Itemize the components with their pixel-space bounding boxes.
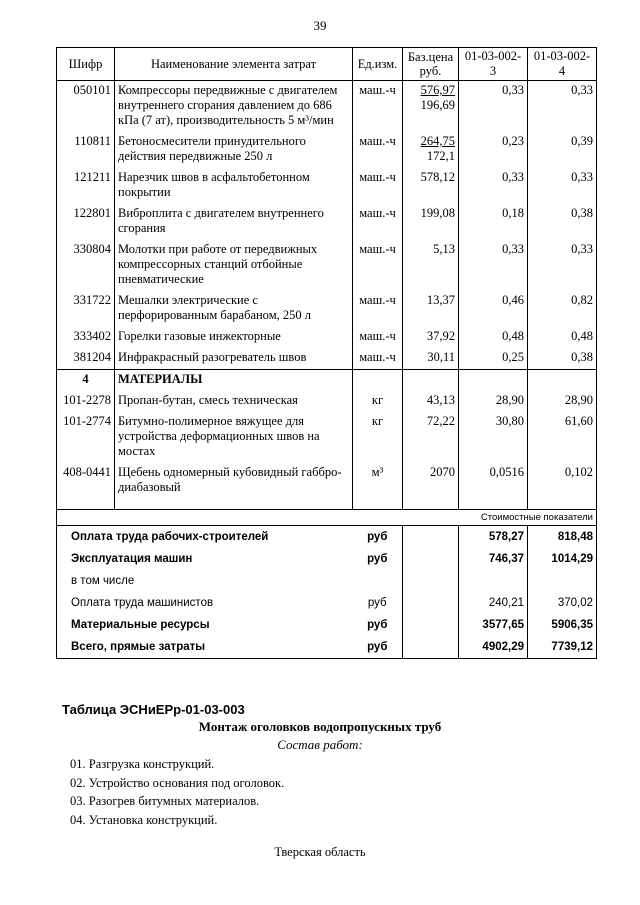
- empty-cell: [403, 614, 459, 636]
- cell-col1: 28,90: [459, 391, 528, 412]
- cell-name: Нарезчик швов в асфальтобетонном покрытии: [115, 168, 353, 204]
- page-number: 39: [313, 18, 327, 33]
- list-item: 02. Устройство основания под оголовок.: [70, 775, 285, 790]
- cell-name: Пропан-бутан, смесь техническая: [115, 391, 353, 412]
- cell-col2: 0,33: [528, 240, 597, 291]
- cell-name: Щебень одномерный кубовидный габбро-диабазовый: [115, 463, 353, 499]
- total-col1: 240,21: [459, 592, 528, 614]
- total-unit: руб: [353, 614, 403, 636]
- cell-col2: 0,33: [528, 81, 597, 133]
- cell-col2: 0,38: [528, 204, 597, 240]
- total-col1: [459, 570, 528, 592]
- cell-col2: 61,60: [528, 412, 597, 463]
- cell-code: 110811: [57, 132, 115, 168]
- total-col1: 4902,29: [459, 636, 528, 659]
- total-col2: [528, 570, 597, 592]
- cell-name: Компрессоры передвижные с двигателем внутреннего сгорания давлением до 686 кПа (7 ат), производительность 5 м³/мин: [115, 81, 353, 133]
- cell-col1: 0,25: [459, 348, 528, 370]
- footer-region: Тверская область: [274, 845, 366, 859]
- total-unit: [353, 570, 403, 592]
- total-row: [57, 526, 597, 549]
- cell-name: Инфракрасный разогреватель швов: [115, 348, 353, 370]
- section-subtitle: Монтаж оголовков водопропускных труб: [198, 719, 442, 734]
- total-col2: 370,02: [528, 592, 597, 614]
- table-row: [57, 204, 597, 240]
- cell-unit: маш.-ч: [353, 348, 403, 370]
- empty-cell: [353, 499, 403, 510]
- cell-code: 408-0441: [57, 463, 115, 499]
- empty-cell: [403, 636, 459, 659]
- price-value: 13,37: [426, 293, 455, 307]
- table-row: [57, 240, 597, 291]
- list-item: 03. Разогрев битумных материалов.: [70, 794, 260, 808]
- table-row: [57, 168, 597, 204]
- cell-name: Бетоносмесители принудительного действия передвижные 250 л: [115, 132, 353, 168]
- cell-code: 331722: [57, 291, 115, 327]
- cost-label-row: [57, 510, 597, 526]
- cell-price: [403, 204, 459, 240]
- spacer-row: [57, 499, 597, 510]
- cell-price: [403, 240, 459, 291]
- total-col2: 7739,12: [528, 636, 597, 659]
- cell-price: [403, 327, 459, 348]
- cell-col1: 0,23: [459, 132, 528, 168]
- table-row: [57, 132, 597, 168]
- composition-title: Состав работ:: [277, 737, 363, 752]
- cell-name: Горелки газовые инжекторные: [115, 327, 353, 348]
- cell-col2: 0,38: [528, 348, 597, 370]
- total-label: Эксплуатация машин: [57, 548, 353, 570]
- cell-price: 72,22: [403, 412, 459, 463]
- table-row: [57, 412, 597, 463]
- cell-col1: 0,33: [459, 168, 528, 204]
- header-col2: 01-03-002-4: [528, 48, 597, 81]
- total-unit: руб: [353, 526, 403, 549]
- total-unit: руб: [353, 548, 403, 570]
- total-col2: 1014,29: [528, 548, 597, 570]
- cell-unit: маш.-ч: [353, 81, 403, 133]
- price-value: 264,75: [420, 134, 455, 148]
- cell-unit: м³: [353, 463, 403, 499]
- price-value: 576,97: [420, 83, 455, 97]
- total-label: Оплата труда рабочих-строителей: [57, 526, 353, 549]
- cell-code: 050101: [57, 81, 115, 133]
- price-value: 5,13: [433, 242, 455, 256]
- total-label: Материальные ресурсы: [57, 614, 353, 636]
- total-col1: 3577,65: [459, 614, 528, 636]
- total-row: [57, 570, 597, 592]
- cell-name: Молотки при работе от передвижных компрессорных станций отбойные пневматические: [115, 240, 353, 291]
- cell-price: 2070: [403, 463, 459, 499]
- header-name: Наименование элемента затрат: [115, 48, 353, 81]
- cell-unit: маш.-ч: [353, 327, 403, 348]
- cell-name: Битумно-полимерное вяжущее для устройства деформационных швов на мостах: [115, 412, 353, 463]
- cell-code: 121211: [57, 168, 115, 204]
- work-steps: [70, 755, 284, 829]
- cell-code: 381204: [57, 348, 115, 370]
- header-unit: Ед.изм.: [353, 48, 403, 81]
- cell-unit: маш.-ч: [353, 291, 403, 327]
- cell-code: 333402: [57, 327, 115, 348]
- table-row: [57, 391, 597, 412]
- price-value: 30,11: [427, 350, 455, 364]
- total-row: [57, 636, 597, 659]
- total-row: [57, 548, 597, 570]
- cell-col2: 0,39: [528, 132, 597, 168]
- empty-cell: [403, 370, 459, 392]
- cell-col1: 0,46: [459, 291, 528, 327]
- total-col2: 818,48: [528, 526, 597, 549]
- cell-col1: 0,0516: [459, 463, 528, 499]
- materials-section-row: [57, 370, 597, 392]
- cell-price: [403, 291, 459, 327]
- empty-cell: [403, 526, 459, 549]
- table-row: [57, 291, 597, 327]
- price-value: 578,12: [420, 170, 455, 184]
- cell-code: 101-2278: [57, 391, 115, 412]
- empty-cell: [528, 370, 597, 392]
- cell-code: 101-2774: [57, 412, 115, 463]
- cost-label: Стоимостные показатели: [57, 510, 597, 526]
- header-col1: 01-03-002-3: [459, 48, 528, 81]
- total-col2: 5906,35: [528, 614, 597, 636]
- cell-unit: маш.-ч: [353, 168, 403, 204]
- cell-code: 122801: [57, 204, 115, 240]
- cell-price: [403, 348, 459, 370]
- cell-col2: 0,102: [528, 463, 597, 499]
- price-value: 199,08: [420, 206, 455, 220]
- cell-unit: маш.-ч: [353, 240, 403, 291]
- cell-col2: 0,33: [528, 168, 597, 204]
- table-row: [57, 327, 597, 348]
- table-title: Таблица ЭСНиЕРр-01-03-003: [62, 702, 245, 717]
- cell-unit: маш.-ч: [353, 204, 403, 240]
- total-label: в том числе: [57, 570, 353, 592]
- empty-cell: [459, 499, 528, 510]
- list-item: 01. Разгрузка конструкций.: [70, 757, 215, 771]
- total-label: Оплата труда машинистов: [57, 592, 353, 614]
- empty-cell: [57, 499, 115, 510]
- empty-cell: [353, 370, 403, 392]
- cell-col2: 28,90: [528, 391, 597, 412]
- cell-price: 43,13: [403, 391, 459, 412]
- price-value: 37,92: [426, 329, 455, 343]
- cell-col1: 0,48: [459, 327, 528, 348]
- table-row: [57, 463, 597, 499]
- list-item: 04. Установка конструкций.: [70, 812, 218, 827]
- cell-code: 330804: [57, 240, 115, 291]
- total-unit: руб: [353, 592, 403, 614]
- cell-price: [403, 81, 459, 133]
- section-number: 4: [57, 370, 115, 392]
- cell-col1: 0,33: [459, 81, 528, 133]
- cell-col2: 0,82: [528, 291, 597, 327]
- resource-table: [56, 47, 597, 659]
- cell-col2: 0,48: [528, 327, 597, 348]
- cell-unit: кг: [353, 412, 403, 463]
- cell-name: Виброплита с двигателем внутреннего сгорания: [115, 204, 353, 240]
- total-label: Всего, прямые затраты: [57, 636, 353, 659]
- table-header-row: [57, 48, 597, 81]
- cell-col1: 0,18: [459, 204, 528, 240]
- price-secondary: 196,69: [420, 98, 455, 112]
- total-col1: 746,37: [459, 548, 528, 570]
- empty-cell: [459, 370, 528, 392]
- price-secondary: 172,1: [426, 149, 455, 163]
- total-unit: руб: [353, 636, 403, 659]
- section-title: МАТЕРИАЛЫ: [115, 370, 353, 392]
- total-row: [57, 592, 597, 614]
- empty-cell: [115, 499, 353, 510]
- empty-cell: [403, 499, 459, 510]
- total-row: [57, 614, 597, 636]
- table-row: [57, 81, 597, 133]
- header-price: Баз.цена руб.: [403, 48, 459, 81]
- cell-unit: маш.-ч: [353, 132, 403, 168]
- cell-price: [403, 132, 459, 168]
- empty-cell: [528, 499, 597, 510]
- empty-cell: [403, 548, 459, 570]
- cell-price: [403, 168, 459, 204]
- header-code: Шифр: [57, 48, 115, 81]
- total-col1: 578,27: [459, 526, 528, 549]
- empty-cell: [403, 570, 459, 592]
- table-row: [57, 348, 597, 370]
- cell-col1: 0,33: [459, 240, 528, 291]
- cell-col1: 30,80: [459, 412, 528, 463]
- cell-name: Мешалки электрические с перфорированным барабаном, 250 л: [115, 291, 353, 327]
- empty-cell: [403, 592, 459, 614]
- cell-unit: кг: [353, 391, 403, 412]
